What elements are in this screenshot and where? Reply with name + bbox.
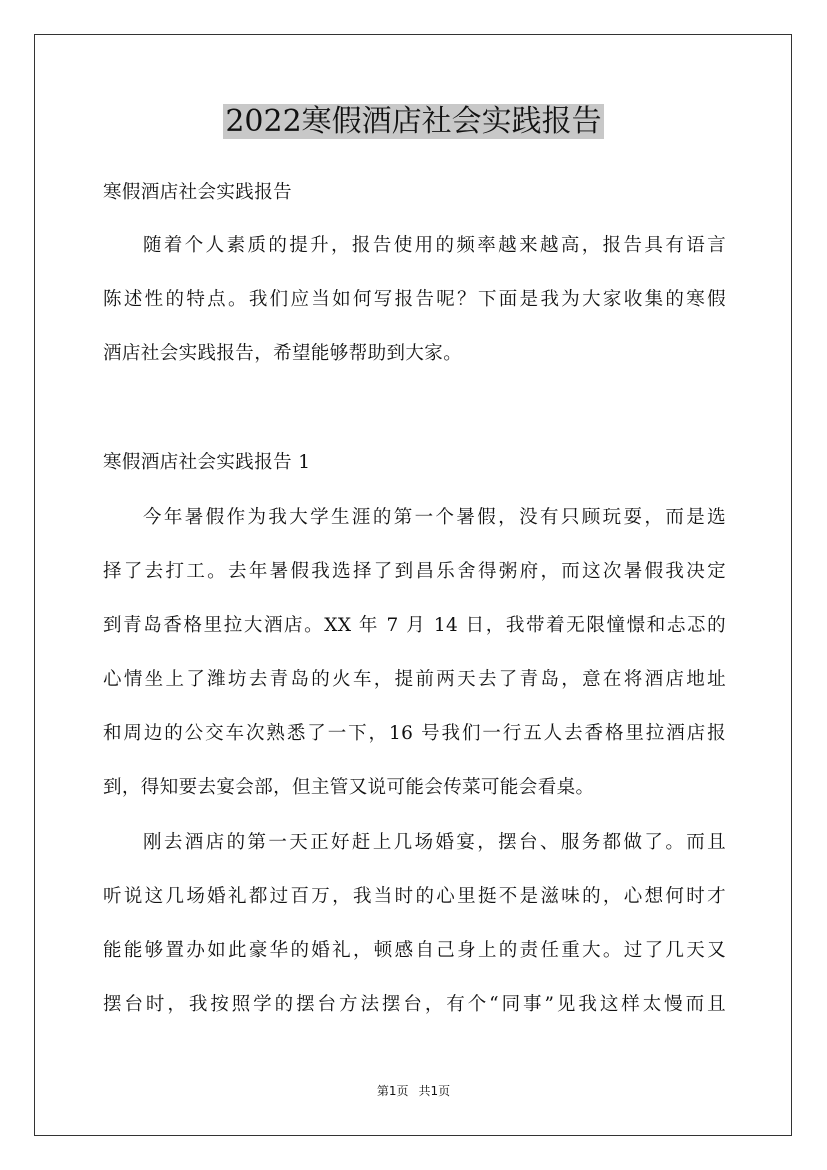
paragraph-line: 心情坐上了潍坊去青岛的火车，提前两天去了青岛，意在将酒店地址: [103, 669, 726, 690]
paragraph-line: 到青岛香格里拉大酒店。XX 年 7 月 14 日，我带着无限憧憬和忐忑的: [103, 615, 726, 636]
page-total: 共1页: [418, 1084, 451, 1098]
paragraph-line: 听说这几场婚礼都过百万，我当时的心里挺不是滋味的，心想何时才: [103, 886, 726, 907]
document-subtitle: 寒假酒店社会实践报告: [103, 182, 293, 203]
paragraph-line: 刚去酒店的第一天正好赶上几场婚宴，摆台、服务都做了。而且: [143, 832, 726, 853]
paragraph-line: 酒店社会实践报告，希望能够帮助到大家。: [103, 343, 463, 364]
document-title: [0, 100, 827, 144]
page-number: 第1页: [376, 1084, 409, 1098]
document-title-text: 2022寒假酒店社会实践报告: [225, 104, 602, 139]
paragraph-line: 随着个人素质的提升，报告使用的频率越来越高，报告具有语言: [143, 235, 726, 256]
section-heading: 寒假酒店社会实践报告 1: [103, 452, 311, 473]
page-footer: [0, 1082, 827, 1100]
paragraph-line: 到，得知要去宴会部，但主管又说可能会传菜可能会看桌。: [103, 777, 595, 798]
paragraph-line: 今年暑假作为我大学生涯的第一个暑假，没有只顾玩耍，而是选: [143, 507, 726, 528]
intro-paragraph: [103, 219, 726, 381]
paragraph-line: 择了去打工。去年暑假我选择了到昌乐舍得粥府，而这次暑假我决定: [103, 561, 726, 582]
paragraph-line: 陈述性的特点。我们应当如何写报告呢？下面是我为大家收集的寒假: [103, 289, 726, 310]
paragraph-line: 摆台时，我按照学的摆台方法摆台，有个“同事”见我这样太慢而且: [103, 994, 726, 1015]
paragraph-line: 能能够置办如此豪华的婚礼，顿感自己身上的责任重大。过了几天又: [103, 940, 726, 961]
paragraph-1: [103, 491, 726, 815]
paragraph-line: 和周边的公交车次熟悉了一下，16 号我们一行五人去香格里拉酒店报: [103, 723, 726, 744]
paragraph-2: [103, 816, 726, 1032]
